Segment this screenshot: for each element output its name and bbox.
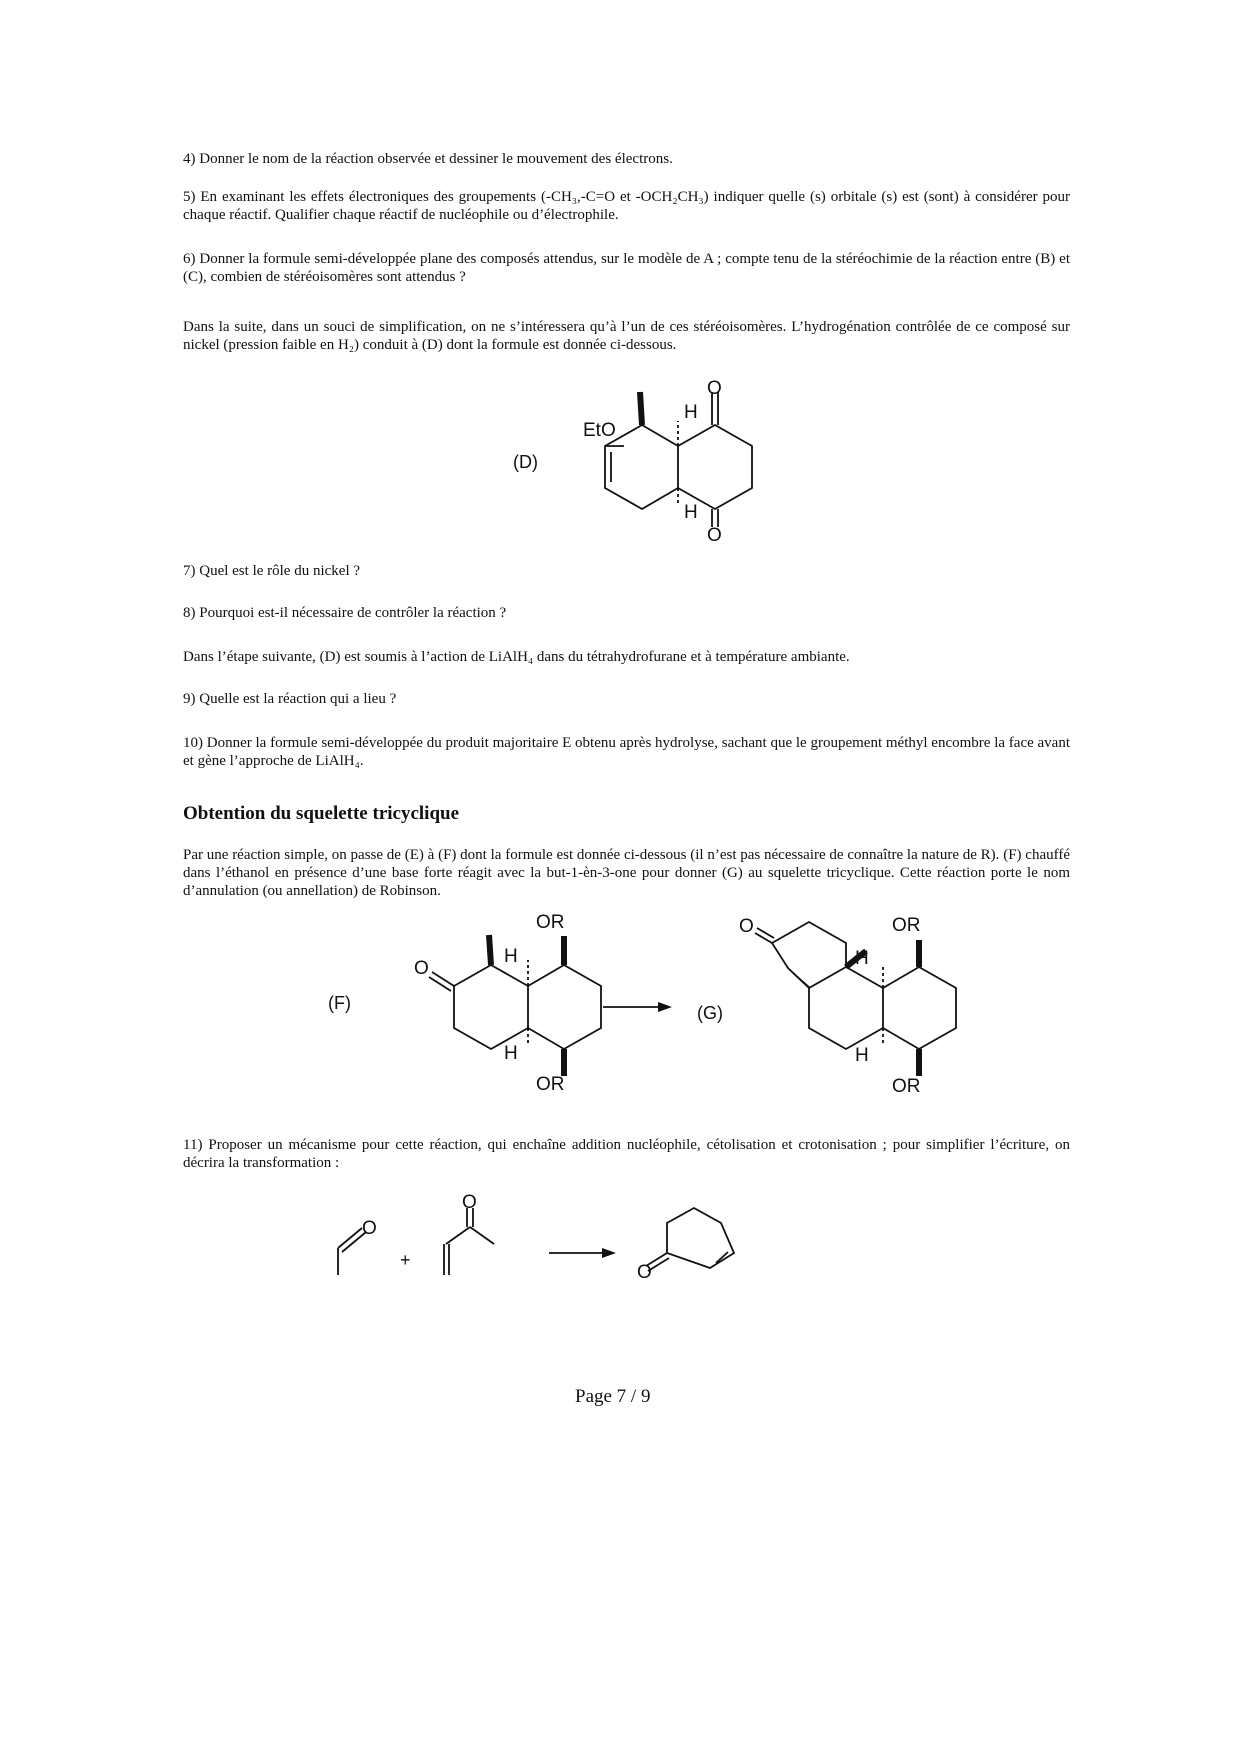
d-h-bottom: H <box>684 502 698 523</box>
g-or-top: OR <box>892 915 921 936</box>
question-5: 5) En examinant les effets électroniques des groupements (-CH₃,-C=O et -OCH₂CH₃) indiquer quelle (s) orbitale (s) est (sont) à considérer pour chaque réactif. Qualifier chaque réactif de nucléophile ou d’électrophile. <box>183 189 1070 223</box>
butenone-oxygen: O <box>462 1192 477 1213</box>
plus-sign: + <box>400 1250 411 1270</box>
page-number: Page 7 / 9 <box>575 1386 651 1407</box>
g-h-bottom: H <box>855 1045 869 1066</box>
f-oxygen: O <box>414 958 429 979</box>
question-10: 10) Donner la formule semi-développée du produit majoritaire E obtenu après hydrolyse, sachant que le groupement méthyl encombre la face avant et gène l’approche de LiAlH₄. <box>183 735 1070 769</box>
question-8: 8) Pourquoi est-il nécessaire de contrôler la réaction ? <box>183 605 507 621</box>
d-oxygen-top: O <box>707 378 722 399</box>
label-d: (D) <box>513 452 538 472</box>
cyclohexenone-oxygen: O <box>637 1262 652 1283</box>
question-7: 7) Quel est le rôle du nickel ? <box>183 563 361 579</box>
paragraph-lialh4: Dans l’étape suivante, (D) est soumis à l’action de LiAlH₄ dans du tétrahydrofurane et à température ambiante. <box>183 649 850 665</box>
g-or-bottom: OR <box>892 1076 921 1097</box>
d-oxygen-bottom: O <box>707 525 722 546</box>
paragraph-hydrogenation: Dans la suite, dans un souci de simplification, on ne s’intéressera qu’à l’un de ces stéréoisomères. L’hydrogénation contrôlée de ce composé sur nickel (pression faible en H₂) conduit à (D) dont la formule est donnée ci-dessous. <box>183 319 1070 353</box>
f-or-top: OR <box>536 912 565 933</box>
f-or-bottom: OR <box>536 1074 565 1095</box>
f-h-bottom: H <box>504 1043 518 1064</box>
g-oxygen: O <box>739 916 754 937</box>
label-eto: EtO <box>583 420 616 441</box>
f-h-top: H <box>504 946 518 967</box>
question-6: 6) Donner la formule semi-développée plane des composés attendus, sur le modèle de A ; compte tenu de la stéréochimie de la réaction entre (B) et (C), combien de stéréoisomères sont attendus ? <box>183 251 1070 285</box>
question-11: 11) Proposer un mécanisme pour cette réaction, qui enchaîne addition nucléophile, cétolisation et crotonisation ; pour simplifier l’écriture, on décrira la transformation : <box>183 1137 1070 1171</box>
paragraph-robinson: Par une réaction simple, on passe de (E) à (F) dont la formule est donnée ci-dessous (il n’est pas nécessaire de connaître la nature de R). (F) chauffé dans l’éthanol en présence d’une base forte réagit avec la but-1-èn-3-one pour donner (G) au squelette tricyclique. Cette réaction porte le nom d’annulation (ou annellation) de Robinson. <box>183 847 1070 899</box>
model-reaction <box>0 0 1 1</box>
question-4: 4) Donner le nom de la réaction observée et dessiner le mouvement des électrons. <box>183 151 673 167</box>
section-title: Obtention du squelette tricyclique <box>183 803 460 824</box>
d-h-top: H <box>684 402 698 423</box>
question-9: 9) Quelle est la réaction qui a lieu ? <box>183 691 397 707</box>
g-h-top: H <box>855 948 869 969</box>
label-f: (F) <box>328 993 351 1013</box>
aldehyde-oxygen: O <box>362 1218 377 1239</box>
label-g: (G) <box>697 1003 723 1023</box>
